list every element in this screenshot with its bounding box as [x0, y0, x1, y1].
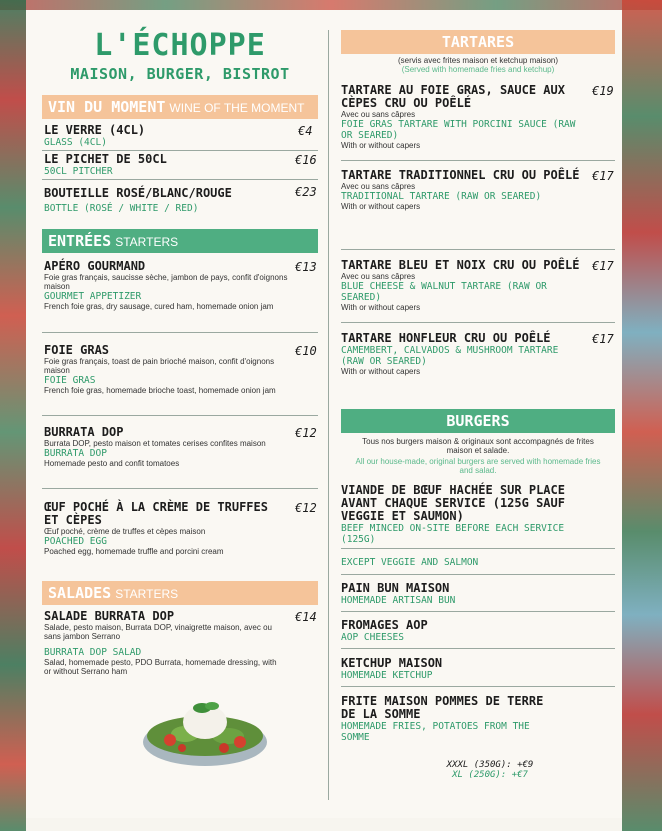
item-description: Avec ou sans câpres — [341, 110, 416, 119]
burger-feature — [341, 695, 561, 743]
item-description: Avec ou sans câpres — [341, 182, 416, 191]
tartares-note-fr: (servis avec frites maison et ketchup maison) — [397, 56, 559, 65]
menu-item — [44, 124, 294, 148]
section-starters-title-en: STARTERS — [115, 235, 179, 249]
burrata-salad-illustration — [140, 690, 270, 770]
feature-name: FROMAGES AOP — [341, 618, 428, 632]
item-price: €12 — [295, 501, 317, 515]
section-starters-header — [42, 229, 318, 253]
burger-feature — [341, 557, 591, 568]
item-name-en: BURRATA DOP SALAD — [44, 647, 142, 658]
divider-line — [42, 332, 318, 333]
item-name: APÉRO GOURMAND — [44, 259, 146, 273]
item-price: €17 — [592, 332, 614, 346]
item-name-en: BLUE CHEESE & WALNUT TARTARE (RAW OR SEARED) — [341, 281, 547, 303]
section-salads-header — [42, 581, 318, 605]
item-price: €17 — [592, 259, 614, 273]
divider-line — [42, 415, 318, 416]
item-name: TARTARE TRADITIONNEL CRU OU POÊLÉ — [341, 168, 580, 182]
item-description: Burrata DOP, pesto maison et tomates cerises confites maison — [44, 439, 266, 448]
section-wine-title: VIN DU MOMENT — [48, 98, 166, 116]
item-price: €19 — [592, 84, 614, 98]
item-name-en: BURRATA DOP — [44, 448, 107, 459]
divider-line — [341, 548, 615, 549]
item-name: TARTARE HONFLEUR CRU OU POÊLÉ — [341, 331, 551, 345]
divider-line — [42, 488, 318, 489]
item-price: €23 — [295, 185, 317, 199]
item-name: SALADE BURRATA DOP — [44, 609, 175, 623]
burger-feature — [341, 657, 591, 681]
item-name: BURRATA DOP — [44, 425, 124, 439]
brand-header — [60, 28, 300, 83]
divider-line — [42, 150, 318, 151]
item-name-en: BOTTLE (ROSÉ / WHITE / RED) — [44, 203, 199, 214]
item-name: LE PICHET DE 50CL — [44, 152, 167, 166]
section-salads-title: SALADES — [48, 584, 112, 602]
section-salads-title-en: STARTERS — [115, 587, 179, 601]
item-price: €17 — [592, 169, 614, 183]
menu-item — [44, 426, 294, 468]
size-xl: XL (250G): +€7 — [452, 770, 528, 780]
feature-name-en: AOP CHEESES — [341, 632, 404, 643]
item-name-en: 50CL PITCHER — [44, 166, 113, 177]
menu-item — [341, 332, 581, 376]
section-burgers-title: BURGERS — [446, 412, 510, 430]
menu-item — [44, 501, 274, 556]
item-description-en: Homemade pesto and confit tomatoes — [44, 459, 180, 468]
item-name-en: CAMEMBERT, CALVADOS & MUSHROOM TARTARE (RAW OR SEARED) — [341, 345, 559, 367]
section-tartares-header — [341, 30, 615, 54]
item-description-en: Salad, homemade pesto, PDO Burrata, homemade dressing, with or without Serrano ham — [44, 658, 277, 676]
menu-item — [44, 187, 294, 214]
burger-feature — [341, 582, 591, 606]
item-price: €14 — [295, 610, 317, 624]
section-tartares-title: TARTARES — [441, 33, 515, 51]
item-description-en: French foie gras, dry sausage, cured ham, homemade onion jam — [44, 302, 274, 311]
menu-item — [44, 260, 294, 311]
item-description-en: With or without capers — [341, 367, 421, 376]
burger-feature — [341, 484, 591, 545]
item-name-en: FOIE GRAS — [44, 375, 96, 386]
menu-item — [341, 169, 581, 211]
section-tartares-note — [341, 56, 615, 74]
section-burgers-note — [351, 437, 605, 475]
divider-line — [341, 648, 615, 649]
burgers-note-en: All our house-made, original burgers are served with homemade fries and salad. — [355, 457, 601, 475]
item-price: €12 — [295, 426, 317, 440]
feature-name-en: EXCEPT VEGGIE AND SALMON — [341, 557, 479, 568]
menu-item — [44, 610, 279, 676]
section-wine-header — [42, 95, 318, 119]
item-price: €16 — [295, 153, 317, 167]
feature-name: FRITE MAISON POMMES DE TERRE DE LA SOMME — [341, 694, 544, 721]
item-description-en: Poached egg, homemade truffle and porcini cream — [44, 547, 224, 556]
tartares-note-en: (Served with homemade fries and ketchup) — [401, 65, 555, 74]
feature-name-en: HOMEMADE KETCHUP — [341, 670, 433, 681]
feature-name-en: BEEF MINCED ON-SITE BEFORE EACH SERVICE (125G) — [341, 523, 565, 545]
item-name: FOIE GRAS — [44, 343, 110, 357]
item-name: ŒUF POCHÉ À LA CRÈME DE TRUFFES ET CÈPES — [44, 500, 268, 527]
floral-border-right — [622, 0, 662, 831]
divider-line — [341, 611, 615, 612]
divider-line — [341, 249, 615, 250]
item-name: LE VERRE (4CL) — [44, 123, 146, 137]
feature-name: PAIN BUN MAISON — [341, 581, 450, 595]
menu-item — [341, 259, 591, 312]
item-name-en: POACHED EGG — [44, 536, 107, 547]
divider-line — [42, 179, 318, 180]
section-burgers-header — [341, 409, 615, 433]
feature-name: KETCHUP MAISON — [341, 656, 443, 670]
divider-line — [341, 322, 615, 323]
item-name-en: GOURMET APPETIZER — [44, 291, 142, 302]
divider-line — [341, 574, 615, 575]
brand-name: L'ÉCHOPPE — [94, 28, 266, 63]
burgers-note-fr: Tous nos burgers maison & originaux sont accompagnés de frites maison et salade. — [362, 437, 594, 455]
item-price: €13 — [295, 260, 317, 274]
item-description: Salade, pesto maison, Burrata DOP, vinaigrette maison, avec ou sans jambon Serrano — [44, 623, 272, 641]
item-price: €4 — [298, 124, 313, 138]
section-wine-title-en: WINE OF THE MOMENT — [169, 101, 305, 115]
item-description-en: With or without capers — [341, 141, 421, 150]
item-name: TARTARE AU FOIE GRAS, SAUCE AUX CÈPES CRU OU POÊLÉ — [341, 83, 565, 110]
burger-feature — [341, 619, 591, 643]
feature-name-en: HOMEMADE ARTISAN BUN — [341, 595, 456, 606]
divider-line — [341, 686, 615, 687]
item-description-en: With or without capers — [341, 303, 421, 312]
item-description-en: French foie gras, homemade brioche toast, homemade onion jam — [44, 386, 276, 395]
item-description: Avec ou sans câpres — [341, 272, 416, 281]
menu-item — [44, 344, 294, 395]
item-name-en: TRADITIONAL TARTARE (RAW OR SEARED) — [341, 191, 542, 202]
feature-name-en: HOMEMADE FRIES, POTATOES FROM THE SOMME — [341, 721, 530, 743]
menu-item — [341, 84, 581, 150]
menu-item — [44, 153, 294, 177]
feature-name: VIANDE DE BŒUF HACHÉE SUR PLACE AVANT CHAQUE SERVICE (125G SAUF VEGGIE ET SAUMON) — [341, 483, 565, 523]
floral-border-left — [0, 0, 26, 831]
item-description-en: With or without capers — [341, 202, 421, 211]
section-starters-title: ENTRÉES — [48, 232, 112, 250]
item-description: Foie gras français, saucisse sèche, jambon de pays, confit d'oignons maison — [44, 273, 288, 291]
divider-line — [341, 160, 615, 161]
size-xxxl: XXXL (350G): +€9 — [446, 760, 534, 770]
item-name-en: FOIE GRAS TARTARE WITH PORCINI SAUCE (RAW OR SEARED) — [341, 119, 576, 141]
column-divider — [328, 30, 329, 800]
burger-size-options — [425, 760, 555, 780]
brand-tagline: MAISON, BURGER, BISTROT — [70, 65, 290, 83]
floral-border-top — [0, 0, 662, 10]
item-description: Œuf poché, crème de truffes et cèpes maison — [44, 527, 206, 536]
item-description: Foie gras français, toast de pain brioché maison, confit d'oignons maison — [44, 357, 275, 375]
item-name-en: GLASS (4CL) — [44, 137, 107, 148]
item-name: TARTARE BLEU ET NOIX CRU OU POÊLÉ — [341, 258, 580, 272]
item-name: BOUTEILLE ROSÉ/BLANC/ROUGE — [44, 186, 232, 200]
item-price: €10 — [295, 344, 317, 358]
